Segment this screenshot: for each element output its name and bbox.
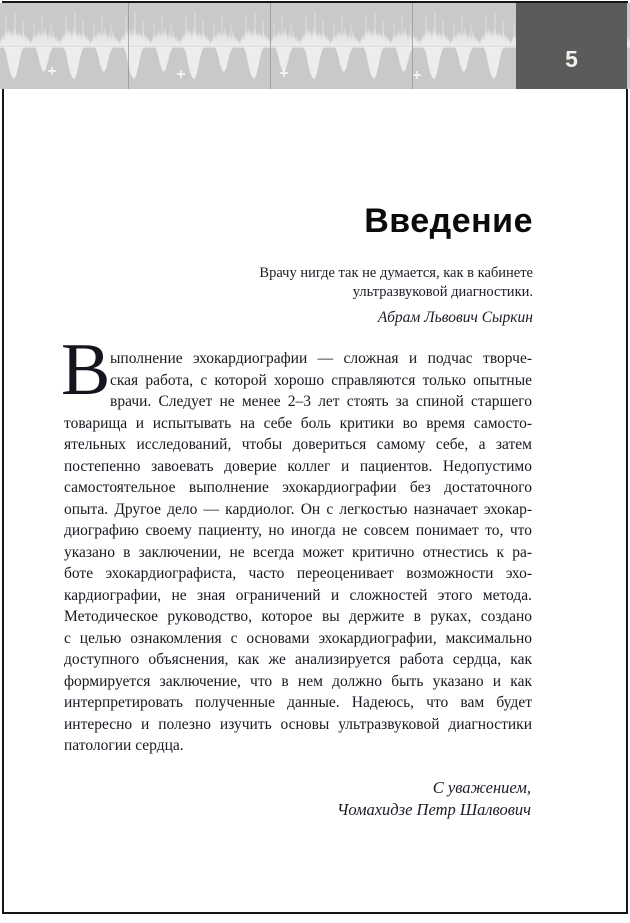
body-line: опыта. Другое дело — кардиолог. Он с легкостью назначает эхокар-: [64, 500, 532, 518]
body-line: кардиографии, не зная ограничений и сложностей этого метода.: [64, 586, 532, 604]
epigraph-line: ультразвуковой диагностики.: [352, 283, 533, 300]
body-line: товарища и испытывать на себе боль критики во время самосто-: [64, 414, 532, 432]
epigraph-line: Врачу нигде так не думается, как в кабинете: [259, 265, 533, 281]
body-line: патологии сердца.: [64, 737, 184, 754]
drop-cap: В: [61, 329, 111, 411]
body-line: диографию своему пациенту, но иногда не совсем понимает то, что: [64, 522, 532, 539]
epigraph-attribution: Абрам Львович Сыркин: [377, 309, 533, 326]
signature-block: [151, 777, 531, 821]
body-line: самостоятельное выполнение эхокардиографии без достаточного: [64, 479, 532, 496]
body-line: Методическое руководство, которое вы держите в руках, создано: [64, 608, 532, 625]
body-line: ская работа, с которой хорошо справляются только опытные: [110, 371, 532, 389]
body-line: с целью ознакомления с основами эхокардиографии, максимально: [64, 629, 532, 647]
body-line: доступного объяснения, как же анализируется работа сердца, как: [64, 651, 532, 668]
body-line: врачи. Следует не менее 2–3 лет стоять за спиной старшего: [110, 393, 532, 410]
body-line: формируется заключение, что в нем должно быть указано и как: [64, 672, 532, 690]
body-line: боте эхокардиографиста, часто переоценивает возможности эхо-: [64, 565, 532, 582]
page-number: 5: [565, 45, 578, 72]
signature-line: Чомахидзе Петр Шалвович: [336, 800, 531, 819]
body-line: указано в заключении, не всегда может критично отнестись к ра-: [64, 543, 532, 561]
body-line: интерпретировать полученные данные. Надеюсь, что вам будет: [64, 694, 532, 711]
body-line: постепенно завоевать доверие коллег и пациентов. Недопустимо: [64, 457, 532, 475]
body-line: ыполнение эхокардиографии — сложная и подчас творче-: [110, 350, 532, 367]
chapter-title: Введение: [364, 202, 533, 240]
body-line: интересно и полезно изучить основы ультразвуковой диагностики: [64, 715, 532, 733]
body-line: ятельных исследований, чтобы довериться самому себе, а затем: [64, 436, 532, 453]
epigraph: [193, 264, 533, 328]
page-number-box: [516, 3, 627, 89]
body-paragraph: [61, 329, 532, 757]
signature-line: С уважением,: [432, 778, 531, 797]
